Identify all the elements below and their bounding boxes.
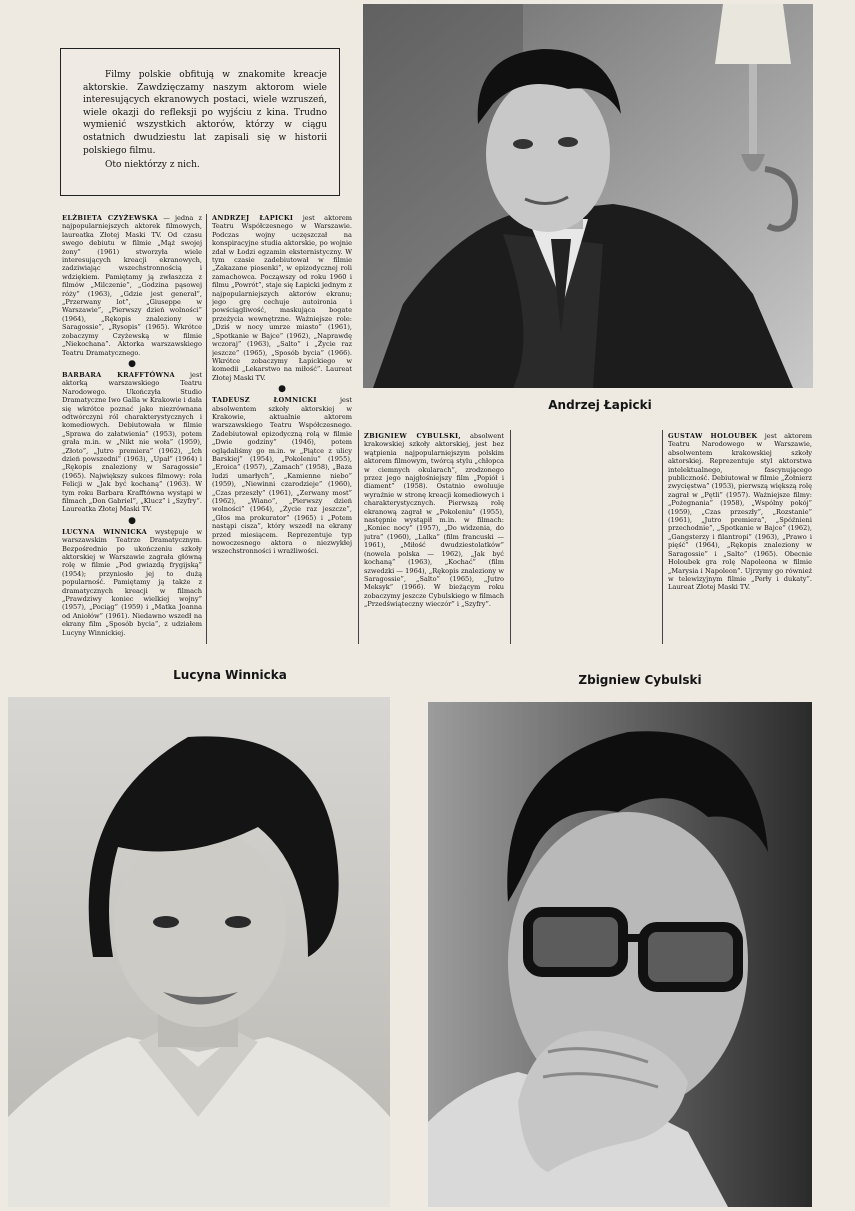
- intro-paragraph: Filmy polskie obfitują w znakomite kreacje aktorskie. Zawdzięczamy naszym aktorom wiele interesujących ekranowych postaci, wiele wzruszeń, wiele okazji do refleksji po wyjściu z kina. Trudno wymienić wszystkich aktorów, którzy w ciągu ostatnich dwudziestu lat zapisali się w historii polskiego filmu.: [83, 70, 327, 156]
- bullet-separator: ●: [128, 358, 136, 369]
- caption-lucyna-winnicka: Lucyna Winnicka: [173, 668, 287, 682]
- bio-text-czyzewska: — jedna z najpopularniejszych aktorek filmowych, laureatka Złotej Maski TV. Od czasu swego debiutu w filmie „Mąż swojej żony” (1961) stworzyła wiele interesujących kreacji ekranowych, zadziwiając wszechstronnością i wdziękiem. Pamiętamy ją zwłaszcza z filmów „Milczenie”, „Godzina pąsowej róży” (1963), „Gdzie jest generał”, „Przerwany lot”, „Giuseppe w Warszawie”, „Pierwszy dzień wolności” (1964), „Rękopis znaleziony w Saragossie”, „Rysopis” (1965). Wkrótce zobaczymy Czyżewską w filmie „Niekochana”. Aktorka warszawskiego Teatru Dramatycznego.: [62, 214, 202, 357]
- bio-continuation-note: [516, 432, 656, 440]
- bio-name-holoubek: GUSTAW HOLOUBEK: [668, 432, 758, 440]
- photo-andrzej-lapicki: [363, 4, 813, 388]
- text-column-5: [668, 432, 812, 646]
- photo-zbigniew-cybulski: [428, 702, 812, 1207]
- column-rule: [662, 430, 663, 644]
- intro-box: [60, 48, 340, 196]
- intro-closing: Oto niektórzy z nich.: [105, 160, 200, 171]
- bio-text-winnicka: występuje w warszawskim Teatrze Dramatycznym. Bezpośrednio po ukończeniu szkoły aktorskiej w Warszawie zagrała główną rolę w filmie „Pod gwiazdą frygijską” (1954); przyniosło jej to dużą popularność. Pamiętamy ją także z dramatycznych kreacji w filmach „Prawdziwy koniec wielkiej wojny” (1957), „Pociąg” (1959) i „Matka Joanna od Aniołów” (1961). Niedawno wszedł na ekrany film „Sposób bycia”, z udziałem Lucyny Winnickiej.: [62, 527, 202, 637]
- bullet-separator: ●: [128, 515, 136, 526]
- bio-name-krafftowna: BARBARA KRAFFTÓWNA: [62, 370, 175, 379]
- bullet-separator: ●: [278, 384, 286, 395]
- column-rule: [206, 214, 207, 644]
- bio-name-cybulski: ZBIGNIEW CYBULSKI,: [364, 432, 461, 440]
- photo-lucyna-winnicka: [8, 697, 390, 1207]
- bio-text-lomnicki: jest absolwentem szkoły aktorskiej w Krakowie, aktualnie aktorem warszawskiego Teatru Współczesnego. Zadebiutował epizodyczną rolą w filmie „Dwie godziny” (1946), potem oglądaliśmy go m.in. w „Piątce z ulicy Barskiej” (1954), „Pokoleniu” (1955), „Eroica” (1957), „Zamach” (1958), „Baza ludzi umarłych”, „Kamienne niebo” (1959), „Niewinni czarodzieje” (1960), „Czas przeszły” (1961), „Zerwany most” (1962), „Wiano”, „Pierwszy dzień wolności” (1964), „Życie raz jeszcze”, „Głos ma prokurator” (1965) i „Potem nastąpi cisza”, który wszedł na ekrany przed miesiącem. Reprezentuje typ nowoczesnego aktora o niezwykłej wszechstronności i wrażliwości.: [212, 396, 352, 556]
- caption-zbigniew-cybulski: Zbigniew Cybulski: [578, 673, 702, 687]
- bio-text-cybulski: absolwent krakowskiej szkoły aktorskiej, jest bez wątpienia najpopularniejszym polskim aktorem filmowym, twórcą stylu „chłopca w ciemnych okularach”, zrodzonego przez jego najgłośniejszy film „Popiół i diament” (1958). Ostatnio ewoluuje wyraźnie w stronę kreacji komediowych i charakterystycznych. Pierwszą rolę ekranową zagrał w „Pokoleniu” (1955), następnie wystąpił m.in. w filmach: „Koniec nocy” (1957), „Do widzenia, do jutra” (1960), „Lalka” (film francuski — 1961), „Miłość dwudziestolatków” (nowela polska — 1962), „Jak być kochaną” (1963), „Kochać” (film szwedzki — 1964), „Rękopis znaleziony w Saragossie”, „Salto” (1965), „Jutro Meksyk” (1966). W bieżącym roku zobaczymy jeszcze Cybulskiego w filmach „Przedświąteczny wieczór” i „Szyfry”.: [364, 432, 504, 609]
- column-rule: [510, 430, 511, 644]
- column-rule: [358, 430, 359, 644]
- caption-andrzej-lapicki: Andrzej Łapicki: [548, 398, 652, 412]
- bio-text-lapicki: jest aktorem Teatru Współczesnego w Warszawie. Podczas wojny uczęszczał na konspiracyjne studia aktorskie, po wojnie zdał w Łodzi egzamin eksternistyczny. W tym czasie zadebiutował w filmie „Zakazane piosenki”, w epizodycznej roli zamachowca. Począwszy od roku 1960 i filmu „Powrót”, staje się Łapicki jednym z najpopularniejszych aktorów ekranu; jego grę cechuje autoironia i powściągliwość, maskująca bogate przeżycia wewnętrzne. Ważniejsze role: „Dziś w nocy umrze miasto” (1961), „Spotkanie w Bajce” (1962), „Naprawdę wczoraj” (1963), „Salto” i „Życie raz jeszcze” (1965), „Sposób bycia” (1966). Wkrótce zobaczymy Łapickiego w komedii „Lekarstwo na miłość”. Laureat Złotej Maski TV.: [212, 214, 352, 382]
- bio-name-winnicka: LUCYNA WINNICKA: [62, 527, 148, 536]
- text-column-4: [516, 432, 656, 646]
- bio-text-krafftowna: jest aktorką warszawskiego Teatru Narodowego. Ukończyła Studio Dramatyczne Iwo Galla w Krakowie i dała się wkrótce poznać jako niezrównana odtwórczyni ról charakterystycznych i komediowych. Debiutowała w filmie „Sprawa do załatwienia” (1953), potem grała m.in. w „Nikt nie woła” (1959), „Złoto”, „Jutro premiera” (1962), „Ich dzień powszedni” (1963), „Upał” (1964) i „Rękopis znaleziony w Saragossie” (1965). Największy sukces filmowy: rola Felicji w „Jak być kochaną” (1963). W tym roku Barbara Krafftówna wystąpi w filmach „Don Gabriel”, „Klucz” i „Szyfry”. Laureatka Złotej Maski TV.: [62, 370, 202, 514]
- text-column-1: [62, 214, 202, 654]
- text-column-2: [212, 214, 352, 654]
- bio-name-lapicki: ANDRZEJ ŁAPICKI: [212, 214, 294, 222]
- bio-name-lomnicki: TADEUSZ ŁOMNICKI: [212, 396, 317, 405]
- bio-text-holoubek: jest aktorem Teatru Narodowego w Warszawie, absolwentem krakowskiej szkoły aktorskiej. Reprezentuje styl aktorstwa intelektualnego, fascynującego publiczność. Debiutował w filmie „Żołnierz zwycięstwa” (1953), pierwszą większą rolę zagrał w „Pętli” (1957). Ważniejsze filmy: „Pożegnania” (1958), „Wspólny pokój” (1959), „Czas przeszły”, „Rozstanie” (1961), „Jutro premiera”, „Spóźnieni przechodnie”, „Spotkanie w Bajce” (1962), „Gangsterzy i filantropi” (1963), „Prawo i pięść” (1964), „Rękopis znaleziony w Saragossie” i „Salto” (1965). Obecnie Holoubek gra rolę Napoleona w filmie „Marysia i Napoleon”. Ujrzymy go również w telewizyjnym filmie „Perły i dukaty”. Laureat Złotej Maski TV.: [668, 432, 812, 592]
- text-column-3: [364, 432, 504, 646]
- bio-name-czyzewska: ELŻBIETA CZYŻEWSKA: [62, 214, 158, 222]
